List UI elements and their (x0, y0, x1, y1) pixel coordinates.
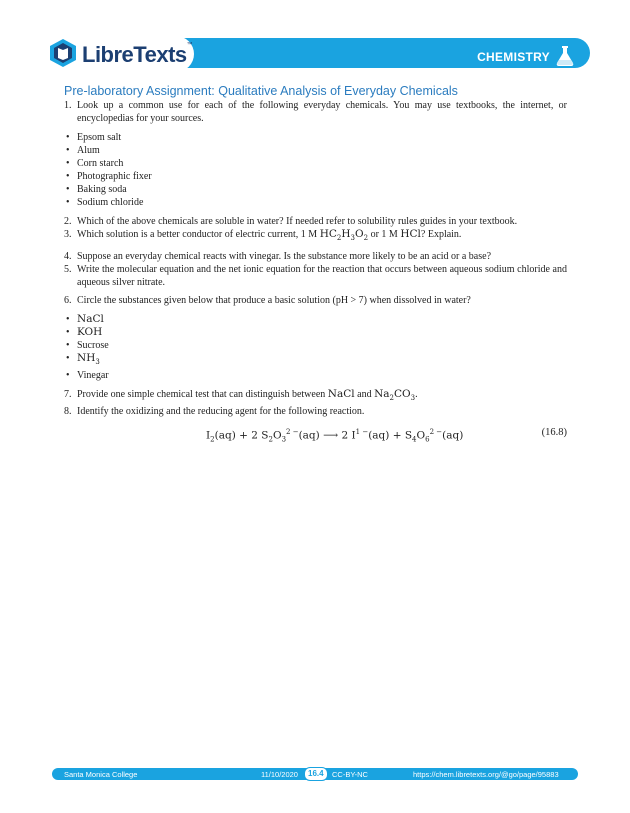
list-item: • Baking soda (64, 183, 567, 196)
equation-number: (16.8) (541, 427, 567, 439)
flask-icon (555, 45, 575, 67)
question-8: 8. Identify the oxidizing and the reducing agent for the following reaction. (64, 406, 365, 418)
footer-college: Santa Monica College (64, 769, 138, 779)
question-2: 2. Which of the above chemicals are soluble in water? If needed refer to solubility rules guides in your textbook. (64, 216, 518, 227)
list-item: • $NH_3$ (64, 352, 567, 369)
list-item: • Alum (64, 144, 567, 157)
page-footer (52, 768, 578, 780)
reaction-equation (64, 422, 567, 446)
question-3: 3. Which solution is a better conductor of electric current, 1 M $HC_2H_3O_2$ or 1 M HCl? Explain. (64, 228, 462, 243)
list-item: • Vinegar (64, 369, 567, 382)
substances-list (64, 313, 567, 382)
libretexts-logo[interactable] (44, 36, 194, 72)
list-item: • Corn starch (64, 157, 567, 170)
footer-date: 11/10/2020 (261, 769, 298, 779)
question-1: 1. Look up a common use for each of the following everyday chemicals. You may use textbooks, the internet, or encyclopedias for your sources. (64, 100, 567, 124)
footer-url[interactable]: https://chem.libretexts.org/@go/page/95883 (413, 769, 559, 779)
list-item: • Sucrose (64, 339, 567, 352)
assignment-content (64, 99, 567, 446)
subject-label: CHEMISTRY (477, 50, 550, 64)
list-item: • KOH (64, 326, 567, 339)
acetic-acid-formula: $HC_2H_3O_2$ (319, 228, 369, 243)
page-title: Pre-laboratory Assignment: Qualitative Analysis of Everyday Chemicals (64, 84, 458, 98)
question-5: 5. Write the molecular equation and the net ionic equation for the reaction that occurs between aqueous sodium chloride and aqueous silver nitrate. (64, 264, 567, 289)
equation-body: $I_2(aq) + 2$ $S_2O_3^{2 -}(aq)$ ⟶ 2 $I^{1 -}(aq) + S_4O_6^{2 -}(aq)$ (206, 428, 464, 444)
sodium-carbonate-formula: $Na_2CO_3$ (374, 388, 416, 403)
chemicals-list (64, 131, 567, 209)
hcl-formula: HCl (400, 228, 421, 240)
question-6: 6. Circle the substances given below that produce a basic solution (pH > 7) when dissolved in water? (64, 295, 471, 307)
libretexts-logo-icon (48, 38, 78, 68)
page-header (40, 34, 590, 74)
list-item: • Photographic fixer (64, 170, 567, 183)
question-4: 4. Suppose an everyday chemical reacts with vinegar. Is the substance more likely to be an acid or a base? (64, 251, 492, 263)
list-item: • Sodium chloride (64, 196, 567, 209)
header-banner (150, 38, 590, 68)
list-item: • NaCl (64, 313, 567, 326)
list-item: • Epsom salt (64, 131, 567, 144)
footer-page-number: 16.4 (304, 767, 328, 781)
footer-license: CC-BY-NC (332, 769, 368, 779)
logo-wordmark: LibreTexts™ (82, 42, 193, 67)
question-7: 7. Provide one simple chemical test that can distinguish between NaCl and $Na_2CO_3$. (64, 388, 418, 403)
